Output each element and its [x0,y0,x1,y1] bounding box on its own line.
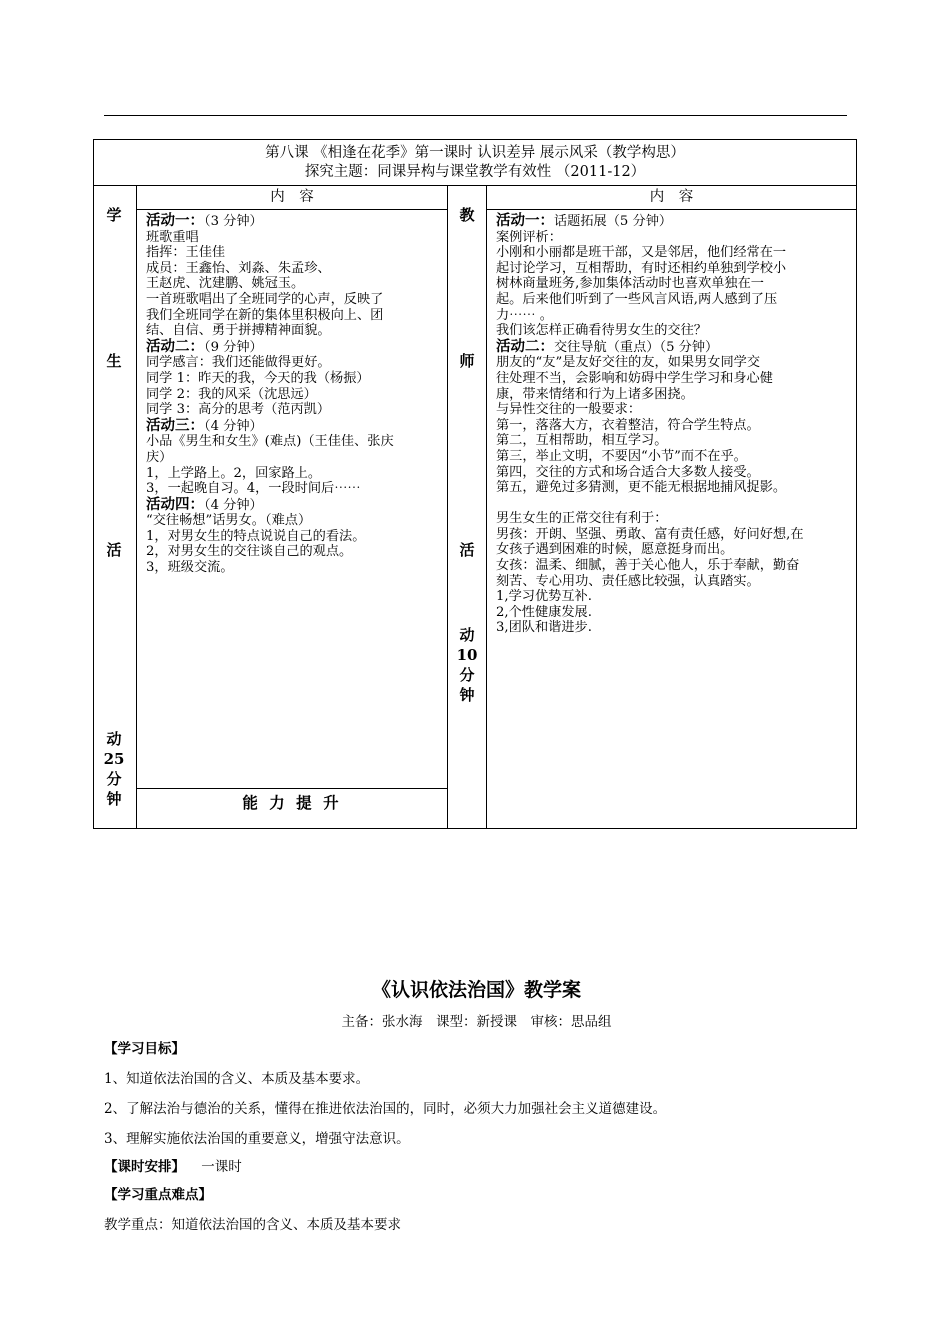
content-line: 1,学习优势互补. [496,589,592,605]
keypoint-heading: 【学习重点难点】 [104,1187,212,1203]
activity-heading [146,497,444,514]
content-line: 班歌重唱 [146,229,199,245]
content-line: 庆） [146,449,173,465]
content-line [496,496,854,512]
content-line: 第五，避免过多猜测，更不能无根据地捕风捉影。 [496,480,787,496]
label-char: 活 [459,541,475,559]
teacher-content [496,213,854,823]
activity-heading [146,418,444,435]
label-char: 动 [106,730,122,748]
activity-duration: 交往导航（重点）（5 分钟） [554,339,719,355]
content-line: 小刚和小丽都是班干部，又是邻居，他们经常在一 [496,245,787,261]
label-char: 学 [106,206,122,224]
activity-heading [496,213,854,230]
activity-title: 活动三： [146,416,204,434]
table-title-line2: 探究主题：同课异构与课堂教学有效性 （2011-12） [304,164,646,180]
lesson-plan-document [104,975,849,1234]
student-content [146,213,444,783]
content-line: “交往畅想”话男女。（难点） [146,513,312,529]
goal-heading: 【学习目标】 [104,1041,185,1057]
label-char: 教 [459,206,475,224]
label-char: 分 [459,666,475,684]
content-line: 案例评析： [496,229,562,245]
activity-duration: （3 分钟） [204,214,263,229]
content-line: 起。后来他们听到了一些风言风语,两人感到了压 [496,291,778,307]
label-char: 师 [459,352,475,370]
student-activity-label [94,186,136,829]
content-line: 结、自信、勇于拼搏精神面貌。 [146,323,331,339]
content-line: 第二，互相帮助，相互学习。 [496,433,668,449]
table-title [94,140,856,186]
activity-duration: 话题拓展（5 分钟） [554,214,673,229]
activity-heading [146,339,444,356]
student-content-header: 内 容 [137,186,447,210]
content-line: 1，对男女生的特点说说自己的看法。 [146,528,366,544]
content-line: 2，对男女生的交往谈自己的观点。 [146,544,353,560]
content-line: 3,团队和谐进步. [496,620,592,636]
teacher-activity-label [448,186,486,829]
content-line: 2,个性健康发展. [496,604,592,620]
label-char: 生 [106,352,122,370]
content-line: 同学感言：我们还能做得更好。 [146,355,331,371]
activity-heading [146,213,444,230]
ability-improvement-label: 能 力 提 升 [242,793,342,812]
content-line: 男生女生的正常交往有利于： [496,511,668,527]
teacher-content-header: 内 容 [487,186,856,210]
activity-title: 活动四： [146,495,204,513]
activity-title: 活动一： [496,212,554,229]
keypoint-line: 教学重点：知道依法治国的含义、本质及基本要求 [104,1217,401,1233]
content-line: 女孩子遇到困难的时候，愿意挺身而出。 [496,542,734,558]
content-line: 指挥：王佳佳 [146,245,226,261]
content-line: 1，上学路上。2，回家路上。 [146,465,322,481]
content-line: 小品《男生和女生》(难点)（王佳佳、张庆 [146,434,394,450]
label-char: 活 [106,541,122,559]
content-line: 一首班歌唱出了全班同学的心声，反映了 [146,291,384,307]
goal-item: 1、知道依法治国的含义、本质及基本要求。 [104,1071,370,1087]
content-line: 3，一起晚自习。4，一段时间后⋯⋯ [146,481,361,497]
label-char: 10 [456,646,478,664]
content-line: 女孩：温柔、细腻，善于关心他人，乐于奉献，勤奋 [496,558,800,574]
activity-heading [496,339,854,356]
content-line: 树林商量班务,参加集体活动时也喜欢单独在一 [496,276,764,292]
activity-title: 活动一： [146,212,204,229]
content-line: 我们该怎样正确看待男女生的交往？ [496,323,707,339]
activity-duration: （4 分钟） [204,418,263,434]
content-line: 成员：王鑫怡、刘淼、朱孟珍、 [146,260,331,276]
content-line: 3，班级交流。 [146,560,234,576]
activity-duration: （9 分钟） [204,339,263,355]
content-line: 第一，落落大方，衣着整洁，符合学生特点。 [496,417,760,433]
schedule-row [104,1158,849,1176]
content-line: 第三，举止文明，不要因“小节”而不在乎。 [496,448,747,464]
schedule-value: 一课时 [201,1159,242,1175]
label-char: 25 [103,750,125,768]
label-char: 钟 [459,686,475,704]
activity-title: 活动二： [496,337,554,355]
activity-title: 活动二： [146,337,204,355]
content-line: 同学 2：我的风采（沈思远） [146,386,317,402]
content-line: 往处理不当，会影响和妨碍中学生学习和身心健 [496,370,773,386]
content-line: 起讨论学习，互相帮助，有时还相约单独到学校小 [496,260,787,276]
label-char: 钟 [106,790,122,808]
content-line: 同学 1：昨天的我，今天的我（杨振） [146,370,370,386]
document-meta: 主备：张水海 课型：新授课 审核：思品组 [341,1014,612,1030]
content-line: 同学 3：高分的思考（范丙凯） [146,402,331,418]
content-line: 力⋯⋯ 。 [496,307,553,323]
activity-duration: （4 分钟） [204,497,263,513]
document-title: 《认识依法治国》教学案 [371,979,581,1001]
content-line: 康，带来情绪和行为上诸多困挠。 [496,386,694,402]
content-line: 与异性交往的一般要求： [496,402,642,418]
schedule-heading: 【课时安排】 [104,1159,185,1175]
content-line: 我们全班同学在新的集体里积极向上、团 [146,307,384,323]
header-rule [104,115,847,116]
goal-item: 3、理解实施依法治国的重要意义，增强守法意识。 [104,1131,410,1147]
content-line: 王赵虎、沈建鹏、姚冠玉。 [146,276,305,292]
content-line: 朋友的“友”是友好交往的友，如果男女同学交 [496,355,761,371]
goal-item: 2、了解法治与德治的关系，懂得在推进依法治国的，同时，必须大力加强社会主义道德建设。 [104,1101,667,1117]
lesson-table [93,139,857,829]
content-line: 第四，交往的方式和场合适合大多数人接受。 [496,464,760,480]
label-char: 动 [459,626,475,644]
content-line: 刻苦、专心用功、责任感比较强，认真踏实。 [496,573,760,589]
label-char: 分 [106,770,122,788]
table-title-line1: 第八课 《相逢在花季》第一课时 认识差异 展示风采（教学构思） [265,145,685,161]
content-line: 男孩：开朗、坚强、勇敢、富有责任感，好问好想,在 [496,526,804,542]
